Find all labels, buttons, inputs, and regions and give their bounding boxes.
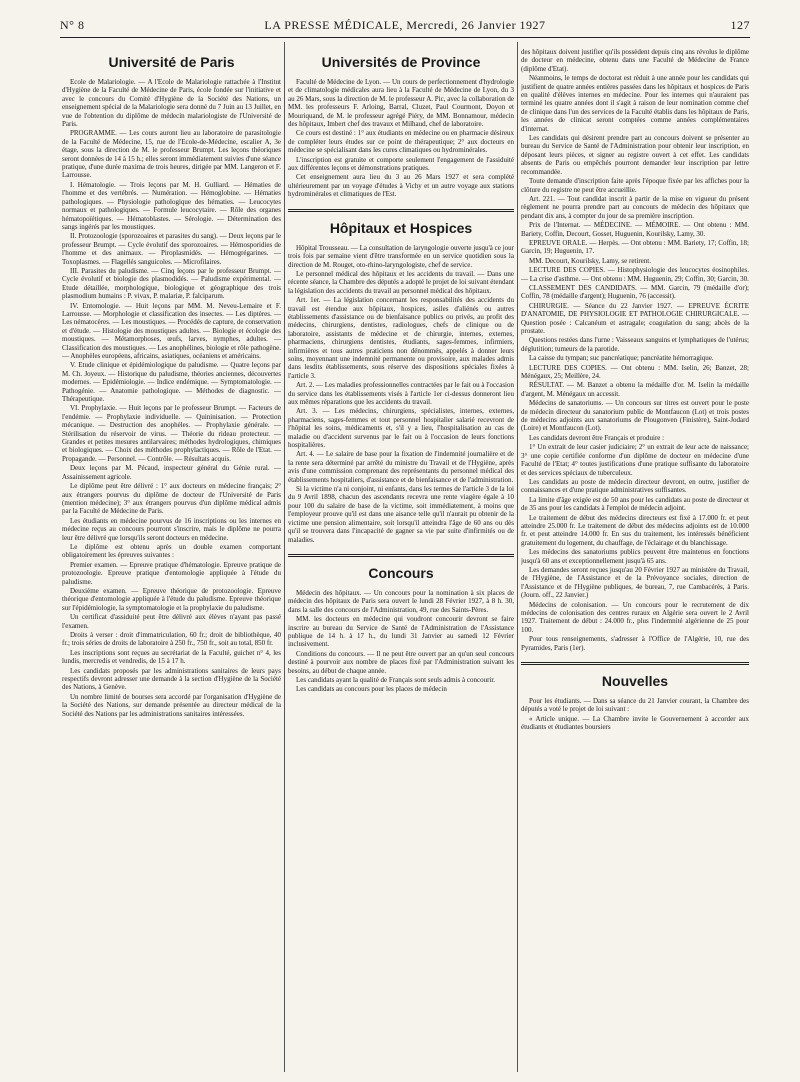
masthead: LA PRESSE MÉDICALE, Mercredi, 26 Janvier 1927 bbox=[264, 18, 546, 32]
paragraph: Premier examen. — Epreuve pratique d'hématologie. Epreuve pratique de protozoologie. Epreuve pratique d'entomologie appliquée à l'étude du paludisme. bbox=[62, 560, 281, 586]
paragraph: CLASSEMENT DES CANDIDATS. — MM. Garcin, 79 (médaille d'or); Coffin, 78 (médaille d'argent); Huguenin, 76 (accessit). bbox=[521, 283, 749, 301]
paragraph: EPREUVE ORALE. — Herpès. — Ont obtenu : MM. Bariety, 17; Coffin, 18; Garcin, 19; Huguenin, 17. bbox=[521, 238, 749, 256]
paragraph: VI. Prophylaxie. — Huit leçons par le professeur Brumpt. — Facteurs de l'endémie. — Prophylaxie individuelle. — Quininisation. — Protection mécanique. — Destruction des anophèles. — Prophylaxie générale. — Stérilisation du réservoir de virus. — Théorie du rideau protecteur. — Grandes et petites mesures antilarvaires; méthodes hydrologiques, chimiques et biologiques. — Choix des méthodes prophylactiques. — Rôle de l'Etat. — Propagande. — Personnel. — Contrôle. — Résultats acquis. bbox=[62, 404, 281, 463]
paragraph: Le diplôme peut être délivré : 1° aux docteurs en médecine français; 2° aux étrangers pourvus du diplôme de docteur de l'Université de Paris (mention médecine); 3° aux étrangers pourvus d'un diplôme médical admis par la Faculté de Médecine de Paris. bbox=[62, 482, 281, 516]
paragraph: Pour les étudiants. — Dans sa séance du 21 Janvier courant, la Chambre des députés a voté le projet de loi suivant : bbox=[521, 697, 749, 714]
column-2 bbox=[288, 48, 514, 1066]
paragraph: Questions restées dans l'urne : Vaisseaux sanguins et lymphatiques de l'utérus; déglutition; tumeurs de la parotide. bbox=[521, 336, 749, 353]
paragraph: I. Hématologie. — Trois leçons par M. H. Gulliard. — Hématies de l'homme et des vertébrés. — Numération. — Hémoglobine. — Hématies pathologiques. — Physiologie pathologique des hématies. — Leucocytes normaux et pathologiques. — Formule leucocytaire. — Rôle des organes hématopoïétiques. — Hématoblastes. — Sérologie. — Détermination des sangs ingérés par les moustiques. bbox=[62, 180, 281, 231]
paragraph: 1° Un extrait de leur casier judiciaire; 2° un extrait de leur acte de naissance; 3° une copie certifiée conforme d'un diplôme de docteur en médecine d'une Faculté de l'Etat; 4° toutes justifications d'une pratique suffisante du laboratoire et des services spéciaux de tuberculeux. bbox=[521, 443, 749, 477]
paragraph: Art. 2. — Les maladies professionnelles contractées par le fait ou à l'occasion du service dans les établissements visés à l'article 1er ci-dessus donneront lieu aux mêmes réparations que les accidents du travail. bbox=[288, 381, 514, 406]
paragraph: Les candidats au poste de médecin directeur devront, en outre, justifier de connaissances et d'une pratique administratives suffisantes. bbox=[521, 477, 749, 495]
paragraph: LECTURE DES COPIES. — Ont obtenu : MM. Iselin, 26; Banzet, 28; Ménégaux, 25; Meillère, 24. bbox=[521, 363, 749, 381]
paragraph: « Article unique. — La Chambre invite le Gouvernement à accorder aux étudiants et étudiantes boursiers bbox=[521, 714, 749, 732]
paragraph: Les demandes seront reçues jusqu'au 20 Février 1927 au ministère du Travail, de l'Hygiène, de l'Assistance et de la Prévoyance sociales, direction de l'Assistance et de l'Hygiène publiques, 4e bureau, 7, rue Cambacérès, à Paris. (Journ. off., 22 Janvier.) bbox=[521, 565, 749, 600]
paragraph: Un nombre limité de bourses sera accordé par l'organisation d'Hygiène de la Société des Nations, sur demande présentée au directeur médical de la Société des Nations par les administrations sanitaires intéressées. bbox=[62, 692, 281, 718]
column-divider bbox=[517, 42, 518, 1072]
paragraph: Droits à verser : droit d'immatriculation, 60 fr.; droit de bibliothèque, 40 fr.; trois séries de droits de laboratoire à 250 fr., 750 fr., soit au total, 850 fr. bbox=[62, 631, 281, 648]
paragraph: Art. 221. — Tout candidat inscrit à partir de la mise en vigueur du présent règlement ne pourra prendre part au concours de médecin des hôpitaux que pendant dix ans, à compter du jour de sa première inscription. bbox=[521, 194, 749, 220]
paragraph: Si la victime n'a ni conjoint, ni enfants, dans les termes de l'article 3 de la loi du 9 Avril 1898, chacun des ascendants recevra une rente viagère égale à 10 pour 100 du salaire de base de la victime, soit immédiatement, à moins que l'employeur prouve qu'il est dans une aisance telle qu'il n'aurait pu obtenir de la victime une pension alimentaire, soit lorsqu'il atteindra l'âge de 60 ans ou dès qu'il se trouvera dans l'incapacité de gagner sa vie par suite d'infirmités ou de maladies. bbox=[288, 485, 514, 544]
section-divider bbox=[288, 209, 514, 212]
paragraph: Prix de l'Internat. — MÉDECINE. — MÉMOIRE. — Ont obtenu : MM. Bariety, Coffin, Decourt, Gosset, Huguenin, Kourilsky, Lamy, 30. bbox=[521, 221, 749, 238]
paragraph: RÉSULTAT. — M. Banzet a obtenu la médaille d'or. M. Iselin la médaille d'argent, M. Ménégaux un accessit. bbox=[521, 381, 749, 398]
section-title-concours: Concours bbox=[368, 564, 434, 581]
section-title-universite-de-paris: Université de Paris bbox=[108, 54, 235, 70]
paragraph: Les candidats devront être Français et produire : bbox=[529, 433, 665, 442]
paragraph: Les étudiants en médecine pourvus de 16 inscriptions ou les internes en médecine reçus au concours pourront s'inscrire, mais le diplôme ne pourra leur être délivré que lorsqu'ils seront docteurs en médecine. bbox=[62, 516, 281, 542]
paragraph: Ce cours est destiné : 1° aux étudiants en médecine ou en pharmacie désireux de compléter leurs études sur ce point de thérapeutique; 2° aux docteurs en médecine se spécialisant dans les cures climatiques ou hydrominérales. bbox=[288, 129, 514, 155]
paragraph: Cet enseignement aura lieu du 3 au 26 Mars 1927 et sera complété ultérieurement par un voyage d'études à Vichy et un autre voyage aux stations hydrominérales et climatiques de l'Est. bbox=[288, 173, 514, 199]
column-1 bbox=[62, 48, 281, 1066]
nouvelles-articles bbox=[521, 697, 749, 732]
section-title-universites-de-province: Universités de Province bbox=[321, 54, 481, 70]
paragraph: Le traitement de début des médecins directeurs est fixé à 17.000 fr. et peut atteindre 25.000 fr. Le traitement de début des médecins adjoints est de 10.000 fr. et peut atteindre 14.000 fr. En sus du traitement, les intéressés bénéficient gratuitement du logement, du chauffage, de l'éclairage et du blanchissage. bbox=[521, 513, 749, 547]
paragraph: Deux leçons par M. Pécaud, inspecteur général du Génie rural. — Assainissement agricole. bbox=[62, 464, 281, 481]
paragraph: Néanmoins, le temps de doctorat est réduit à une année pour les candidats qui justifient de quatre années entières passées dans les hôpitaux et hospices de Paris en qualité d'élèves internes en médecine. Pour les internes qui n'auraient pas terminé les quatre années dont il s'agit à raison de leur nomination comme chef de clinique dans l'un des services de la Faculté établis dans les hôpitaux de Paris, les années de clinicat seront comptées comme années complémentaires d'internat. bbox=[521, 74, 749, 133]
column-divider bbox=[284, 42, 285, 1072]
paragraph: La caisse du tympan; suc pancréatique; pancréatite hémorragique. bbox=[529, 354, 714, 363]
paragraph: Art. 1er. — La législation concernant les responsabilités des accidents du travail est étendue aux hôpitaux, hospices, asiles d'aliénés ou autres établissements d'assistance ou de bienfaisance publics ou privés, au profit des médecins, chirurgiens, dentistes, radiologues, chefs de clinique ou de laboratoire, assistants de médecine et de chirurgie, internes, externes, pharmaciens, chirurgiens dentistes, étudiants, sages-femmes, infirmiers, infirmières et tous autres praticiens non dénommés, appelés à donner leurs soins, moyennant une indemnité permanente ou provisoire, aux malades admis dans lesdits établissements, sous réserve des dispositions spéciales fixées à l'article 3. bbox=[288, 296, 514, 380]
paragraph: MM. les docteurs en médecine qui voudront concourir devront se faire inscrire au bureau du Service de Santé de l'Administration de l'Assistance publique de 14 h. à 17 h., du lundi 31 Janvier au samedi 12 Février inclusivement. bbox=[288, 615, 514, 649]
running-head bbox=[60, 18, 750, 32]
paragraph: IV. Entomologie. — Huit leçons par MM. M. Neveu-Lemaire et F. Larrousse. — Morphologie et classification des insectes. — Les diptères. — Les nématocères. — Les moustiques. — Procédés de capture, de conservation et d'étude. — Histologie des moustiques adultes. — Biologie et écologie des moustiques. — Métamorphoses, œufs, larves, nymphes, adultes. — Classification des moustiques. — Les anophélines, biologie et rôle pathogène. — Anophèles européens, africains, asiatiques, océaniens et américains. bbox=[62, 301, 281, 360]
paragraph: Le personnel médical des hôpitaux et les accidents du travail. — Dans une récente séance, la Chambre des députés a adopté le projet de loi suivant étendant la législation des accidents du travail au personnel médical des hôpitaux. bbox=[288, 269, 514, 295]
paragraph: Art. 3. — Les médecins, chirurgiens, spécialistes, internes, externes, pharmaciens, sages-femmes et tout personnel hospitalier salarié recevront de l'hôpital les soins, médicaments et, s'il y a lieu, l'hospitalisation au cas de maladie ou d'accident survenus par le fait ou à l'occasion de leurs fonctions hospitalières. bbox=[288, 407, 514, 450]
paragraph: MM. Decourt, Kourilsky, Lamy, se retirent. bbox=[529, 256, 651, 265]
section-divider bbox=[288, 554, 514, 557]
paragraph: Toute demande d'inscription faite après l'époque fixée par les affiches pour la clôture du registre ne peut être accueillie. bbox=[521, 177, 749, 194]
paragraph: CHIRURGIE. — Séance du 22 Janvier 1927. — EPREUVE ÉCRITE D'ANATOMIE, DE PHYSIOLOGIE ET PATHOLOGIE CHIRURGICALE. — Question posée : Calcanéum et astragale; coagulation du sang; abcès de la prostate. bbox=[521, 301, 749, 335]
paragraph: V. Etude clinique et épidémiologique du paludisme. — Quatre leçons par M. Ch. Joyeux. — Historique du paludisme, théories anciennes, découvertes modernes. — Epidémiologie. — Indice endémique. — Symptomatologie. — Pathogénie. — Anatomie pathologique. — Méthodes de diagnostic. — Thérapeutique. bbox=[62, 361, 281, 404]
paragraph: III. Parasites du paludisme. — Cinq leçons par le professeur Brumpt. — Cycle évolutif et biologie des plasmodidés. — Paludisme expérimental. — Etude détaillée, morphologique, biologique et géographique des trois plasmodium humains : P. vivax, P. malariæ, P. falciparum. bbox=[62, 266, 281, 301]
paragraph: II. Protozoologie (sporozoaires et parasites du sang). — Deux leçons par le professeur Brumpt. — Cycle évolutif des sporozoaires. — Hémosporidies de l'homme et des animaux. — Piroplasmidés. — Hémogrégarines. — Toxoplasmes. — Flagellés sanguicoles. — Microfilaires. bbox=[62, 232, 281, 266]
paragraph: LECTURE DES COPIES. — Histophysiologie des leucocytes éosinophiles. — La crise d'asthme. — Ont obtenu : MM. Huguenin, 29; Coffin, 30; Garcin, 30. bbox=[521, 266, 749, 283]
section-title-nouvelles: Nouvelles bbox=[601, 673, 669, 690]
paragraph: Ecole de Malariologie. — A l'Ecole de Malariologie rattachée à l'Institut d'Hygiène de la Faculté de Médecine de Paris, école fondée sur l'initiative et avec le concours du Comité d'Hygiène de la Société des Nations, un enseignement spécial de la Malariologie sera donné du 7 Juin au 13 Juillet, en vue de l'obtention du diplôme de médecin malariologiste de l'Université de Paris. bbox=[62, 78, 281, 129]
paragraph: Les candidats proposés par les administrations sanitaires de leurs pays respectifs devront adresser une demande à la section d'Hygiène de la Société des Nations, à Genève. bbox=[62, 666, 281, 692]
paris-articles bbox=[62, 78, 281, 718]
section-divider bbox=[521, 662, 749, 665]
paragraph: Médecins de sanatoriums. — Un concours sur titres est ouvert pour le poste de médecin directeur du sanatorium public de Montfaucon (Lot) et trois postes de médecins adjoints aux sanatoriums de Plougonven (Finistère), Saint-Jodard (Loire) et Montfaucon (Lot). bbox=[521, 399, 749, 433]
page-number: 127 bbox=[730, 18, 750, 32]
paragraph: des hôpitaux doivent justifier qu'ils possèdent depuis cinq ans révolus le diplôme de docteur en médecine, obtenu dans une Faculté de Médecine de France (diplôme d'Etat). bbox=[521, 48, 749, 73]
paragraph: L'inscription est gratuite et comporte seulement l'engagement de l'assiduité aux différentes leçons et démonstrations pratiques. bbox=[288, 155, 514, 173]
paragraph: Médecins de colonisation. — Un concours pour le recrutement de dix médecins de colonisation des centres ruraux en Algérie sera ouvert le 2 Avril 1927. Traitement de début : 24.000 fr., plus l'indemnité algérienne de 25 pour 100. bbox=[521, 600, 749, 634]
paragraph: Médecin des hôpitaux. — Un concours pour la nomination à six places de médecin des hôpitaux de Paris sera ouvert le lundi 28 Février 1927, à 8 h. 30, dans la salle des concours de l'Administration, 49, rue des Saints-Pères. bbox=[288, 588, 514, 614]
paragraph: Les candidats ayant la qualité de Français sont seuls admis à concourir. bbox=[296, 675, 496, 684]
issue-number: N° 8 bbox=[60, 18, 85, 32]
paragraph: Les médecins des sanatoriums publics peuvent être maintenus en fonctions jusqu'à 60 ans et exceptionnellement jusqu'à 65 ans. bbox=[521, 548, 749, 565]
paragraph: Pour tous renseignements, s'adresser à l'Office de l'Algérie, 10, rue des Pyramides, Paris (1er). bbox=[521, 635, 749, 652]
paragraph: La limite d'âge exigée est de 50 ans pour les candidats au poste de directeur et de 35 ans pour les candidats à l'emploi de médecin adjoint. bbox=[521, 495, 749, 513]
concours-continued bbox=[521, 48, 749, 652]
paragraph: Art. 4. — Le salaire de base pour la fixation de l'indemnité journalière et de la rente sera déterminé par arrêté du ministre du Travail et de l'Hygiène, après avis d'une commission comprenant des représentants du personnel médical des établissements hospitaliers, d'assistance et de bienfaisance et de l'administration. bbox=[288, 450, 514, 484]
paragraph: Un certificat d'assiduité peut être délivré aux élèves n'ayant pas passé l'examen. bbox=[62, 613, 281, 630]
section-title-hopitaux-et-hospices: Hôpitaux et Hospices bbox=[329, 219, 473, 236]
paragraph: Hôpital Trousseau. — La consultation de laryngologie ouverte jusqu'à ce jour trois fois par semaine vient d'être transformée en un service quotidien sous la direction de M. Rouget, oto-rhino-laryngologiste, chef de service. bbox=[288, 243, 514, 269]
paragraph: Les inscriptions sont reçues au secrétariat de la Faculté, guichet n° 4, les lundis, mercredis et vendredis, de 15 à 17 h. bbox=[62, 648, 281, 666]
paragraph: Les candidats qui désirent prendre part au concours doivent se présenter au bureau du Service de Santé de l'Administration pour obtenir leur inscription, en déposant leurs pièces, et signer au registre ouvert à cet effet. Les candidats absents de Paris ou empêchés pourront demander leur inscription par lettre recommandée. bbox=[521, 134, 749, 176]
hopitaux-articles bbox=[288, 244, 514, 544]
paragraph: Deuxième examen. — Epreuve théorique de protozoologie. Epreuve théorique d'entomologie appliquée à l'étude du paludisme. Epreuve théorique sur l'épidémiologie, la symptomatologie et la prophylaxie du paludisme. bbox=[62, 586, 281, 612]
paragraph: PROGRAMME. — Les cours auront lieu au laboratoire de parasitologie de la Faculté de Médecine, 15, rue de l'Ecole-de-Médecine, escalier A, 3e étage, sous la direction de M. le professeur Brumpt. Les leçons théoriques seront données de 14 à 15 h.; elles seront immédiatement suivies d'une séance pratique, d'une durée maxima de trois heures, dirigée par MM. Langeron et F. Larrousse. bbox=[62, 129, 281, 180]
header-rule bbox=[60, 37, 750, 38]
paragraph: Le diplôme est obtenu après un double examen comportant obligatoirement les épreuves suivantes : bbox=[62, 542, 281, 560]
paragraph: Conditions du concours. — Il ne peut être ouvert par an qu'un seul concours destiné à pourvoir aux nombre de places fixé par l'Administration suivant les besoins, au début de chaque année. bbox=[288, 649, 514, 675]
paragraph: Les candidats au concours pour les places de médecin bbox=[296, 685, 447, 694]
column-3 bbox=[521, 48, 749, 1066]
province-articles bbox=[288, 78, 514, 199]
concours-articles bbox=[288, 589, 514, 694]
paragraph: Faculté de Médecine de Lyon. — Un cours de perfectionnement d'hydrologie et de climatologie médicales aura lieu à la Faculté de Médecine de Lyon, du 3 au 26 Mars, sous la direction de M. le professeur A. Pic, avec la collaboration de MM. les professeurs F. Arloing, Barral, Cluzet, Paul Courmont, Doyon et Mouriquand, de M. le professeur agrégé Piéry, de MM. Bonnamour, médecin des hôpitaux, Imbert chef des travaux et Milhaud, chef de laboratoire. bbox=[288, 78, 514, 129]
